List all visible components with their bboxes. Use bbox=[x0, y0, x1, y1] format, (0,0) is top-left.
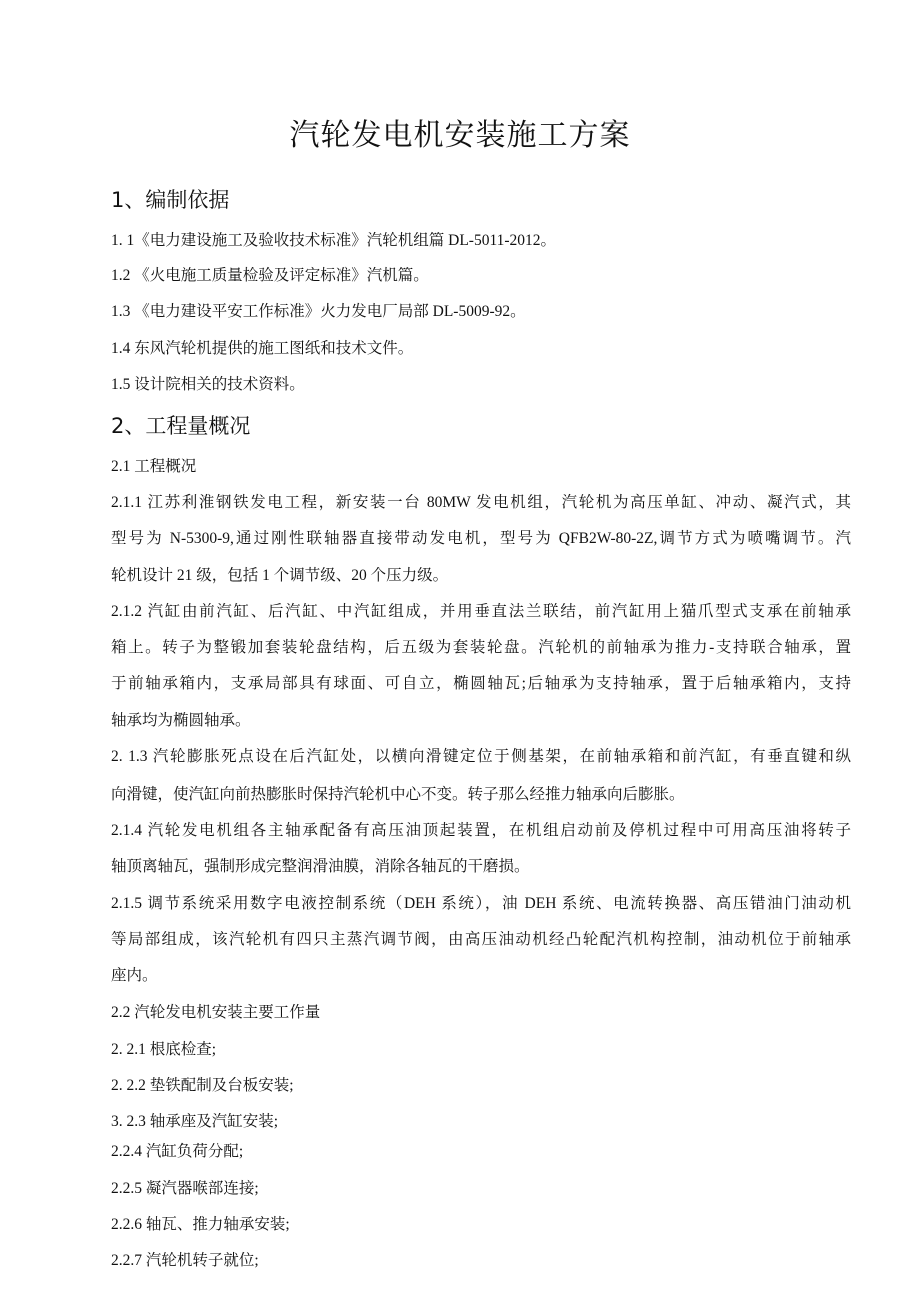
text-line: 1.5 设计院相关的技术资料。 bbox=[111, 376, 305, 393]
text-line: 2.1.2 汽缸由前汽缸、后汽缸、中汽缸组成，并用垂直法兰联结，前汽缸用上猫爪型式支承在前轴承 bbox=[111, 603, 851, 620]
list-item: 2.2.6 轴瓦、推力轴承安装; bbox=[111, 1216, 290, 1233]
text-line: 箱上。转子为整锻加套装轮盘结构，后五级为套装轮盘。汽轮机的前轴承为推力-支持联合轴承，置 bbox=[111, 639, 851, 656]
text-line: 型号为 N-5300-9,通过刚性联轴器直接带动发电机，型号为 QFB2W-80-2Z,调节方式为喷嘴调节。汽 bbox=[111, 530, 851, 547]
document-title: 汽轮发电机安装施工方案 bbox=[289, 118, 631, 153]
list-item: 2. 2.1 根底检查; bbox=[111, 1041, 217, 1058]
text-line: 轴顶离轴瓦，强制形成完整润滑油膜，消除各轴瓦的干磨损。 bbox=[111, 858, 530, 875]
list-item: 2.2.5 凝汽器喉部连接; bbox=[111, 1180, 259, 1197]
text-line: 座内。 bbox=[111, 967, 158, 984]
list-item: 3. 2.3 轴承座及汽缸安装; bbox=[111, 1113, 279, 1130]
text-line: 于前轴承箱内，支承局部具有球面、可自立，椭圆轴瓦;后轴承为支持轴承，置于后轴承箱内，支持 bbox=[111, 675, 851, 692]
text-line: 1.2 《火电施工质量检验及评定标准》汽机篇。 bbox=[111, 267, 429, 284]
text-line: 2.2 汽轮发电机安装主要工作量 bbox=[111, 1004, 321, 1021]
text-line: 2.1.5 调节系统采用数字电液控制系统（DEH 系统），油 DEH 系统、电流转换器、高压错油门油动机 bbox=[111, 895, 851, 912]
text-line: 轴承均为椭圆轴承。 bbox=[111, 712, 251, 729]
list-item: 2.2.7 汽轮机转子就位; bbox=[111, 1252, 259, 1269]
text-line: 2.1.4 汽轮发电机组各主轴承配备有高压油顶起装置，在机组启动前及停机过程中可用高压油将转子 bbox=[111, 822, 851, 839]
text-line: 1. 1《电力建设施工及验收技术标准》汽轮机组篇 DL-5011-2012。 bbox=[111, 232, 557, 249]
text-line: 2.1.1 江苏利淮钢铁发电工程，新安装一台 80MW 发电机组，汽轮机为高压单缸、冲动、凝汽式，其 bbox=[111, 494, 851, 511]
text-line: 2.1 工程概况 bbox=[111, 458, 197, 475]
text-line: 2. 1.3 汽轮膨胀死点设在后汽缸处，以横向滑键定位于侧基架，在前轴承箱和前汽缸，有垂直键和纵 bbox=[111, 748, 851, 765]
section-heading-scope: 2、工程量概况 bbox=[111, 414, 251, 438]
section-heading-basis: 1、编制依据 bbox=[111, 188, 230, 212]
text-line: 向滑键，使汽缸向前热膨胀时保持汽轮机中心不变。转子那么经推力轴承向后膨胀。 bbox=[111, 786, 685, 803]
text-line: 等局部组成，该汽轮机有四只主蒸汽调节阀，由高压油动机经凸轮配汽机构控制，油动机位于前轴承 bbox=[111, 931, 851, 948]
list-item: 2. 2.2 垫铁配制及台板安装; bbox=[111, 1077, 294, 1094]
text-line: 1.3 《电力建设平安工作标准》火力发电厂局部 DL-5009-92。 bbox=[111, 303, 526, 320]
list-item: 2.2.4 汽缸负荷分配; bbox=[111, 1143, 244, 1160]
text-line: 轮机设计 21 级，包括 1 个调节级、20 个压力级。 bbox=[111, 567, 449, 584]
text-line: 1.4 东风汽轮机提供的施工图纸和技术文件。 bbox=[111, 340, 414, 357]
